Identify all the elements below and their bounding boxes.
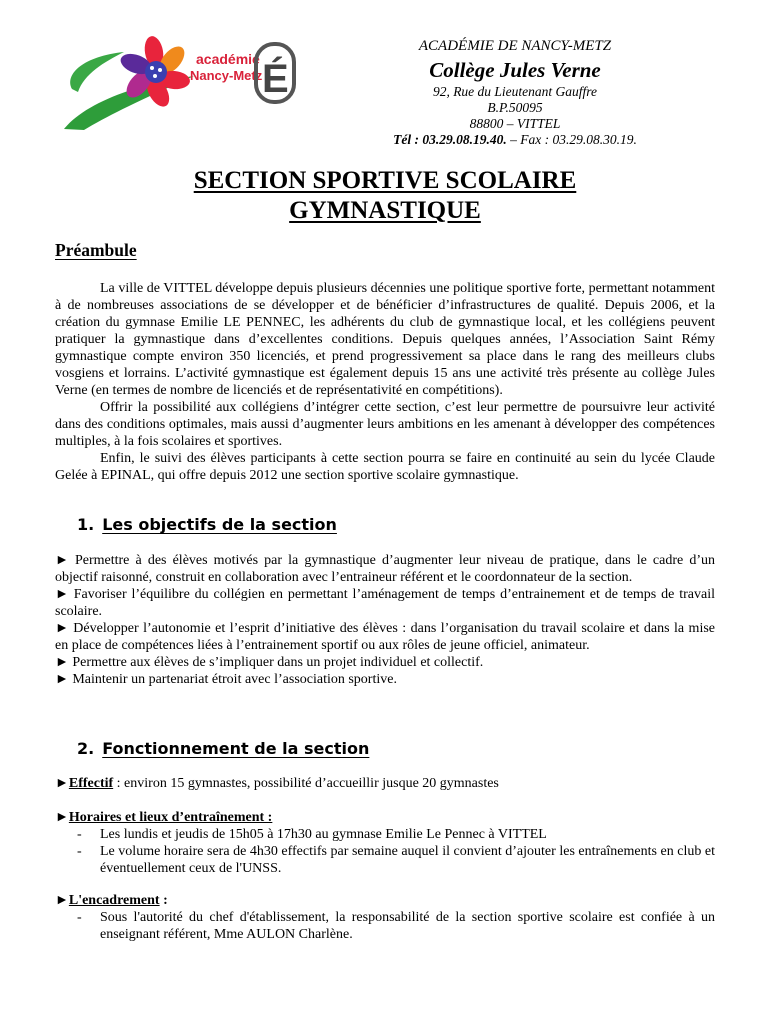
- section-1-list: [55, 552, 715, 688]
- effectif-label: Effectif: [68, 776, 114, 791]
- horaires-block: [55, 809, 715, 877]
- preamble-heading: Préambule: [55, 240, 137, 260]
- horaires-item: - Les lundis et jeudis de 15h05 à 17h30 au gymnase Emilie Le Pennec à VITTEL: [55, 826, 715, 843]
- logo-text-academie: académie: [196, 51, 260, 67]
- section-2-heading: [77, 739, 369, 758]
- title-line-2: GYMNASTIQUE: [289, 197, 481, 224]
- telephone: Tél : 03.29.08.19.40.: [393, 132, 507, 147]
- academie-flower-icon: [44, 34, 344, 134]
- effectif-line: [55, 775, 715, 792]
- arrow-icon: ►: [55, 810, 69, 825]
- academie-logo: [44, 34, 344, 134]
- encadrement-block: [55, 892, 715, 943]
- encadrement-label: L'encadrement: [68, 893, 160, 908]
- encadrement-colon: :: [159, 893, 168, 908]
- document-title: [0, 166, 770, 226]
- horaires-label: Horaires et lieux d’entraînement :: [68, 810, 273, 825]
- college-name: Collège Jules Verne: [429, 58, 601, 82]
- school-header: [360, 38, 670, 148]
- arrow-icon: ►: [55, 893, 69, 908]
- section-2-title: Fonctionnement de la section: [102, 739, 370, 758]
- preamble-paragraph-1: La ville de VITTEL développe depuis plusieurs décennies une politique sportive forte, permettant notamment à de nombreuses associations de se développer et de bénéficier d’infrastructures de qualité. Depuis 2006, et la création du gymnase Emilie LE PENNEC, les adhérents du club de gymnastique local, et les collégiens peuvent pratiquer la gymnastique dans d’excellentes conditions. Depuis quelques années, l’Association Saint Rémy gymnastique compte environ 350 licenciés, et prend progressivement sa place dans le rang des meilleurs clubs vosgiens et lorrains. L’activité gymnastique est également depuis 15 ans une activité très présente au collège Jules Verne (en termes de nombre de licenciés et de représentativité en compétitions).: [55, 281, 715, 398]
- effectif-text: : environ 15 gymnastes, possibilité d’accueillir jusque 20 gymnastes: [113, 776, 499, 791]
- address-line-3: 88800 – VITTEL: [469, 116, 561, 131]
- objective-item: ► Permettre à des élèves motivés par la gymnastique d’augmenter leur niveau de pratique, dans le cadre d’un objectif raisonné, construit en collaboration avec l’entraineur référent et le coordonnateur de la section.: [55, 553, 715, 585]
- arrow-icon: ►: [55, 776, 69, 791]
- section-1-heading: [77, 515, 337, 534]
- contact-line: [360, 132, 670, 148]
- objective-item: ► Développer l’autonomie et l’esprit d’initiative des élèves : dans l’organisation du travail scolaire et dans la mise en place de compétences liées à l’entrainement sportif ou aux rôles de jeune officiel, animateur.: [55, 621, 715, 653]
- green-leaf: [70, 52, 124, 92]
- fax: – Fax : 03.29.08.30.19.: [506, 132, 637, 147]
- preamble-paragraph-3: Enfin, le suivi des élèves participants à cette section pourra se faire en continuité au sein du lycée Claude Gelée à EPINAL, qui offre depuis 2012 une section sportive scolaire gymnastique.: [55, 451, 715, 483]
- address-line-2: B.P.50095: [487, 100, 543, 115]
- logo-text-nancy-metz: Nancy-Metz: [190, 68, 263, 83]
- objective-item: ► Permettre aux élèves de s’impliquer dans un projet individuel et collectif.: [55, 655, 484, 670]
- horaires-item: - Le volume horaire sera de 4h30 effectifs par semaine auquel il convient d’ajouter les entraînements en club et éventuellement ceux de l'UNSS.: [55, 843, 715, 877]
- title-line-1: SECTION SPORTIVE SCOLAIRE: [193, 167, 577, 194]
- logo-letter: É: [262, 57, 289, 101]
- academy-name: ACADÉMIE DE NANCY-METZ: [418, 38, 612, 54]
- section-1-number: 1.: [77, 515, 95, 534]
- preamble-paragraph-2: Offrir la possibilité aux collégiens d’intégrer cette section, c’est leur permettre de poursuivre leur activité dans des conditions optimales, mais aussi d’augmenter leurs ambitions en les amenant à développer des compétences multiples, à la fois scolaires et sportives.: [55, 400, 715, 449]
- address-line-1: 92, Rue du Lieutenant Gauffre: [432, 84, 598, 99]
- objective-item: ► Favoriser l’équilibre du collégien en permettant l’aménagement de temps d’entrainement et de temps de travail scolaire.: [55, 587, 715, 619]
- section-1-title: Les objectifs de la section: [102, 515, 337, 534]
- section-2-number: 2.: [77, 739, 95, 758]
- objective-item: ► Maintenir un partenariat étroit avec l’association sportive.: [55, 672, 397, 687]
- encadrement-item: - Sous l'autorité du chef d'établissement, la responsabilité de la section sportive scolaire est confiée à un enseignant référent, Mme AULON Charlène.: [55, 909, 715, 943]
- preamble-body: [55, 280, 715, 484]
